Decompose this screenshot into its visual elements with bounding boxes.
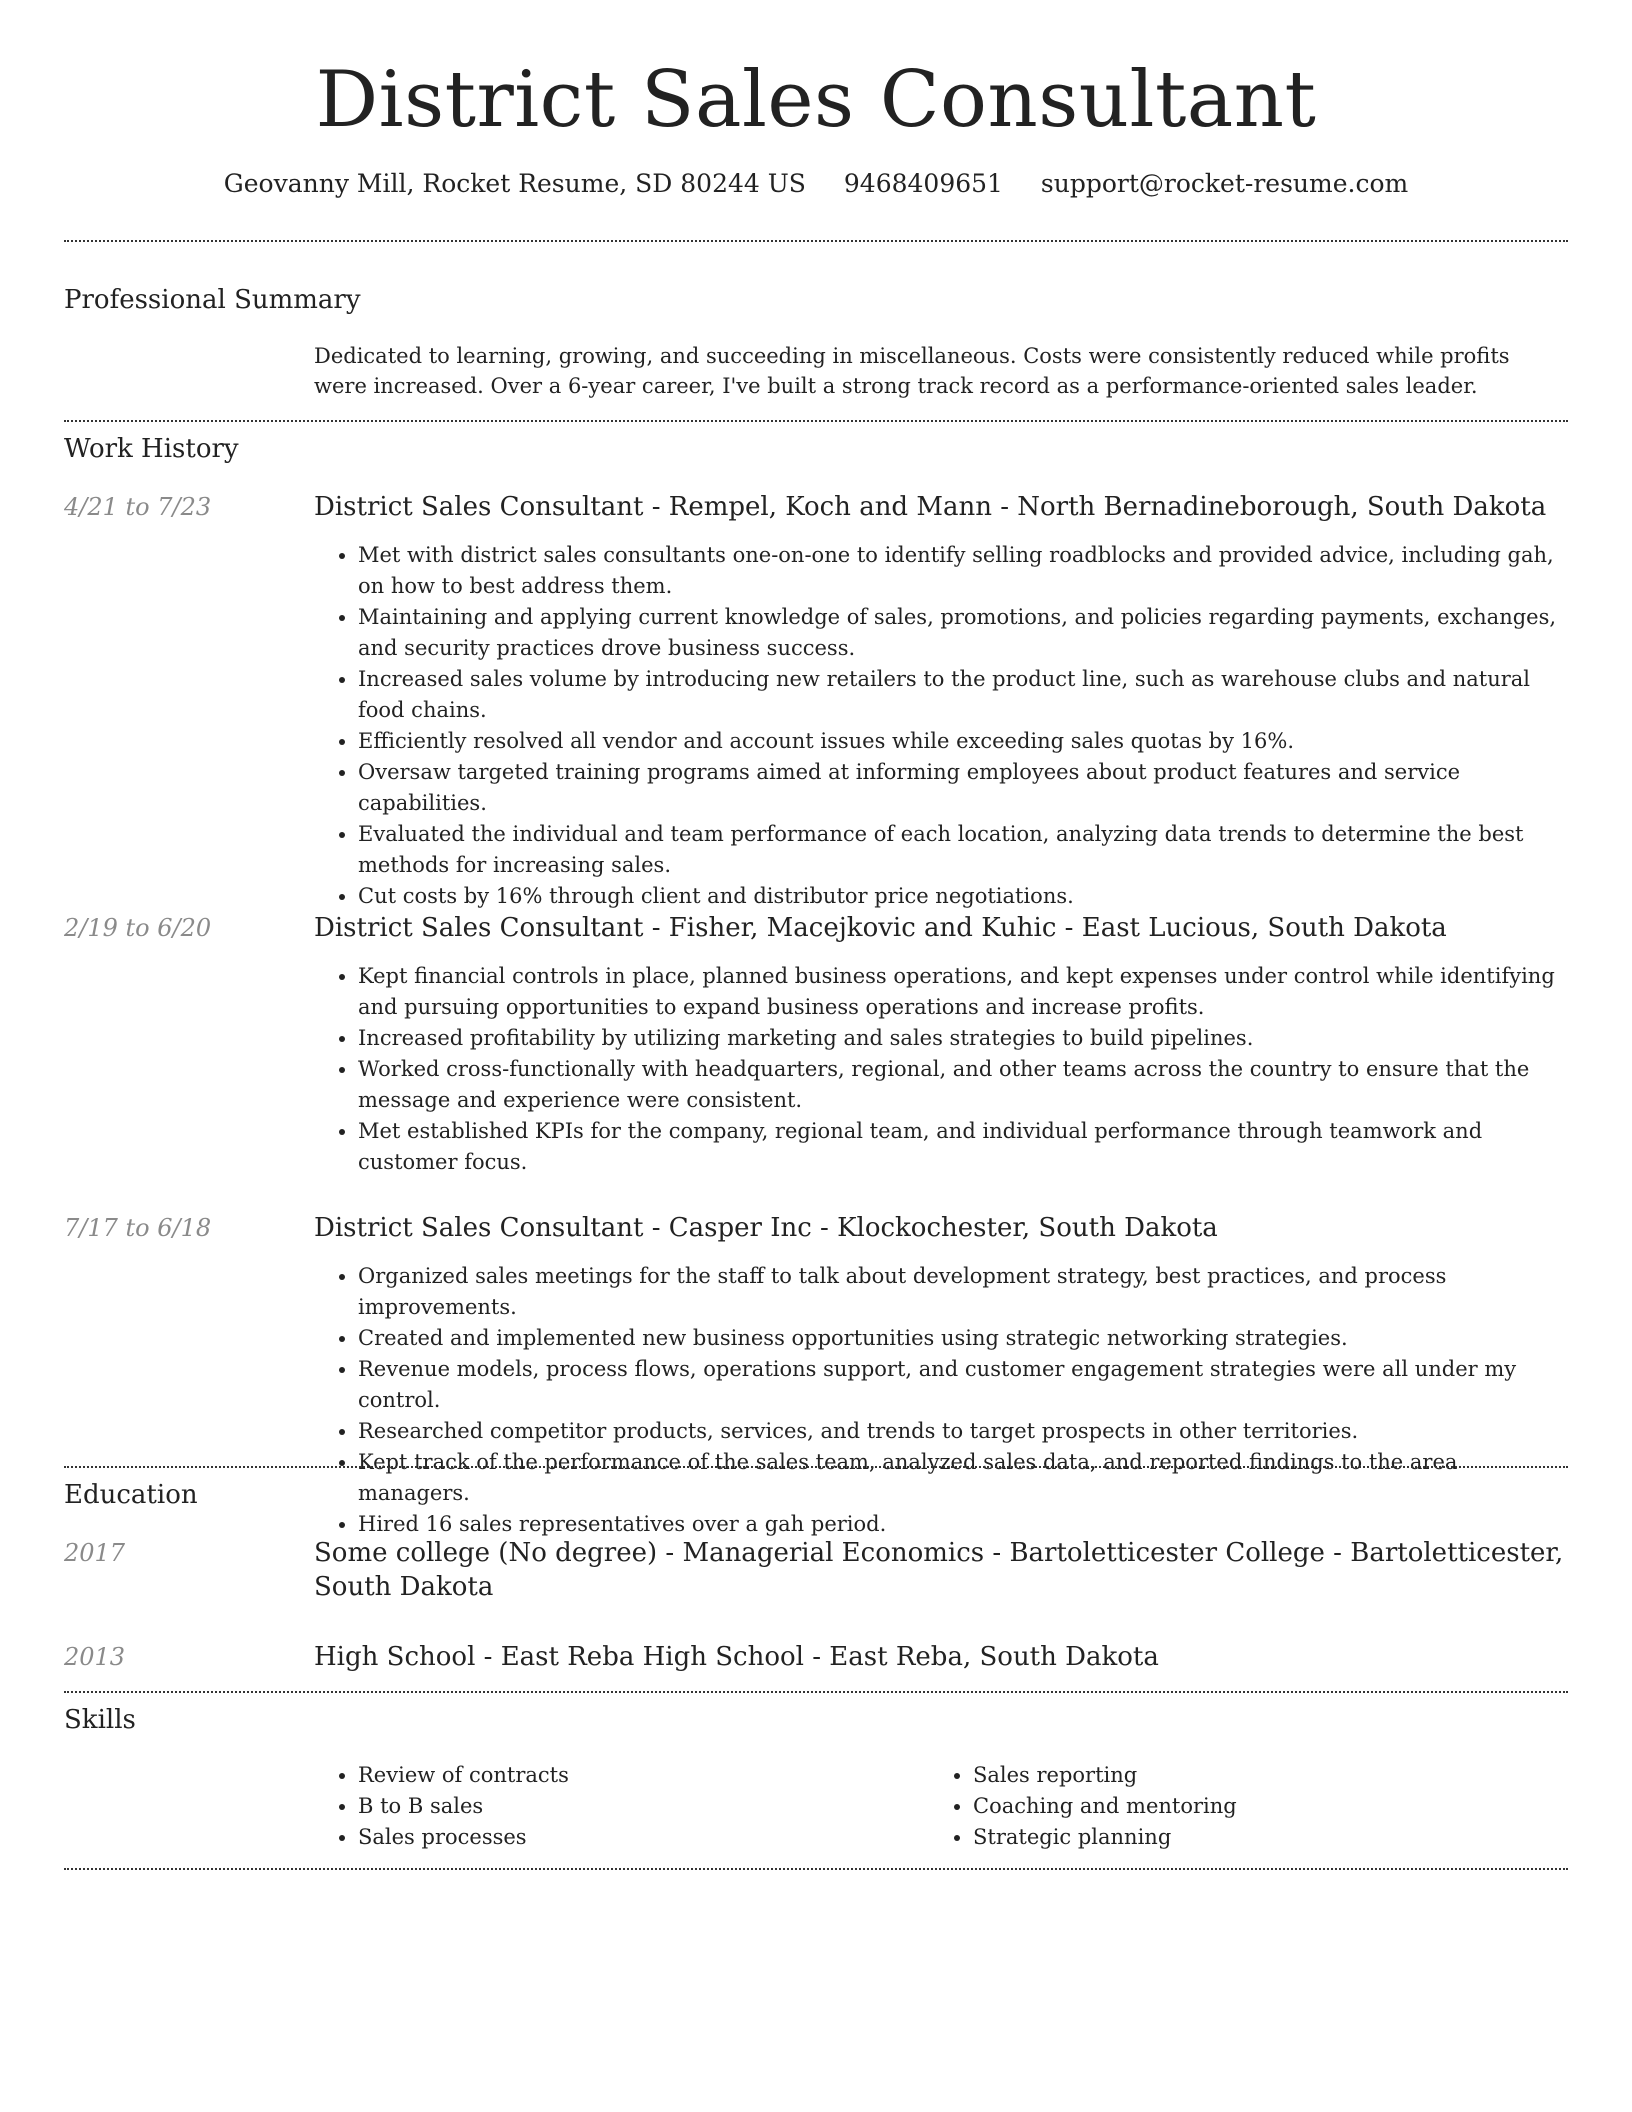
section-divider [64, 1466, 1568, 1468]
job-bullet: • Kept financial controls in place, planned business operations, and kept expenses under control while identifying and pursuing opportunities to expand business operations and increase profits. [358, 961, 1568, 1023]
job-bullet: • Met with district sales consultants one-on-one to identify selling roadblocks and provided advice, including gah, on how to best address them. [358, 540, 1568, 602]
skill-item: • Strategic planning [973, 1822, 1529, 1853]
contact-line [0, 168, 1632, 200]
job-bullet: • Oversaw targeted training programs aimed at informing employees about product features and service capabilities. [358, 757, 1568, 819]
skills-section-title: Skills [64, 1705, 136, 1735]
job-bullet: • Hired 16 sales representatives over a gah period. [358, 1509, 1568, 1540]
job-heading: District Sales Consultant - Fisher, Macejkovic and Kuhic - East Lucious, South Dakota [314, 913, 1447, 943]
work-section-title: Work History [64, 434, 239, 464]
job-bullet: • Increased profitability by utilizing marketing and sales strategies to build pipelines. [358, 1023, 1568, 1054]
job-heading: District Sales Consultant - Rempel, Koch and Mann - North Bernadineborough, South Dakota [314, 492, 1547, 522]
job-dates: 7/17 to 6/18 [64, 1214, 212, 1242]
summary-section-title: Professional Summary [64, 285, 361, 315]
contact-phone: 9468409651 [843, 169, 1003, 198]
education-section-title: Education [64, 1480, 198, 1510]
job-bullet: • Created and implemented new business opportunities using strategic networking strategies. [358, 1323, 1568, 1354]
skills-list-right [929, 1760, 1529, 1853]
job-bullet-list [314, 961, 1568, 1178]
resume-name: District Sales Consultant [315, 55, 1317, 145]
job-bullet-list [314, 1261, 1568, 1540]
education-heading: High School - East Reba High School - East Reba, South Dakota [314, 1642, 1159, 1672]
job-bullet: • Maintaining and applying current knowledge of sales, promotions, and policies regarding payments, exchanges, and security practices drove business success. [358, 602, 1568, 664]
job-bullet: • Efficiently resolved all vendor and account issues while exceeding sales quotas by 16%. [358, 726, 1568, 757]
job-bullet: • Evaluated the individual and team performance of each location, analyzing data trends to determine the best methods for increasing sales. [358, 819, 1568, 881]
job-bullet: • Increased sales volume by introducing new retailers to the product line, such as warehouse clubs and natural food chains. [358, 664, 1568, 726]
job-bullet-list [314, 540, 1568, 912]
contact-address: Geovanny Mill, Rocket Resume, SD 80244 US [223, 169, 806, 198]
job-bullet: • Researched competitor products, services, and trends to target prospects in other territories. [358, 1416, 1568, 1447]
skills-list-left [314, 1760, 914, 1853]
skill-item: • Review of contracts [358, 1760, 914, 1791]
job-bullet: • Cut costs by 16% through client and distributor price negotiations. [358, 881, 1568, 912]
skill-item: • Sales reporting [973, 1760, 1529, 1791]
education-heading: Some college (No degree) - Managerial Economics - Bartoletticester College - Bartoletticester, South Dakota [314, 1538, 1564, 1602]
job-heading: District Sales Consultant - Casper Inc - Klockochester, South Dakota [314, 1213, 1218, 1243]
job-dates: 2/19 to 6/20 [64, 914, 212, 942]
job-bullet: • Revenue models, process flows, operations support, and customer engagement strategies were all under my control. [358, 1354, 1568, 1416]
education-year: 2013 [64, 1643, 126, 1671]
section-divider [64, 1868, 1568, 1870]
skill-item: • Coaching and mentoring [973, 1791, 1529, 1822]
job-bullet: • Worked cross-functionally with headquarters, regional, and other teams across the country to ensure that the message and experience were consistent. [358, 1054, 1568, 1116]
job-bullet: • Organized sales meetings for the staff to talk about development strategy, best practices, and process improvements. [358, 1261, 1568, 1323]
section-divider [64, 240, 1568, 242]
section-divider [64, 1691, 1568, 1693]
section-divider [64, 420, 1568, 422]
contact-email: support@rocket-resume.com [1040, 169, 1409, 198]
summary-text: Dedicated to learning, growing, and succeeding in miscellaneous. Costs were consistently reduced while profits were increased. Over a 6-year career, I've built a strong track record as a performance-oriented sales leader. [314, 344, 1510, 398]
job-bullet: • Met established KPIs for the company, regional team, and individual performance through teamwork and customer focus. [358, 1116, 1568, 1178]
job-bullet: • Kept track of the performance of the sales team, analyzed sales data, and reported findings to the area managers. [358, 1447, 1568, 1509]
skill-item: • Sales processes [358, 1822, 914, 1853]
job-dates: 4/21 to 7/23 [64, 493, 212, 521]
skill-item: • B to B sales [358, 1791, 914, 1822]
education-year: 2017 [64, 1539, 126, 1567]
